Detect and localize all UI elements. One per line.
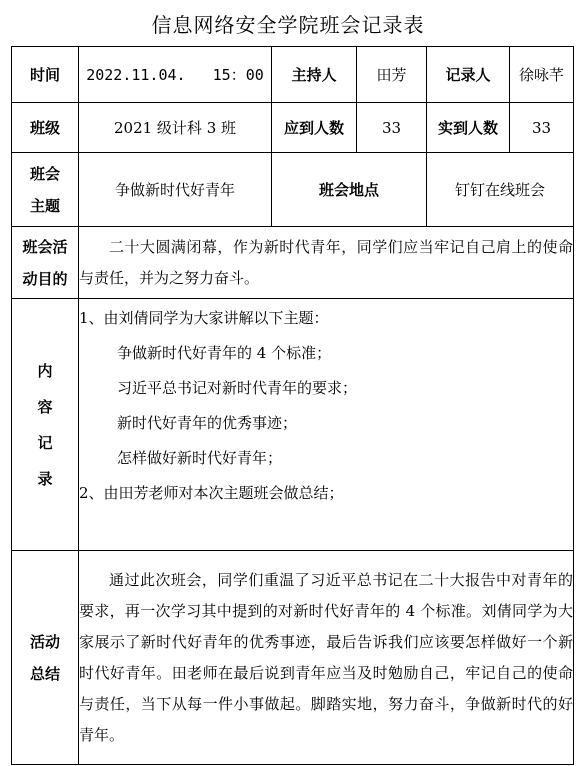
list-item: 怎样做好新时代好青年； — [117, 449, 283, 467]
theme-label-line2: 主题 — [29, 196, 60, 215]
content-label-char-4: 录 — [37, 469, 53, 488]
purpose-text: 二十大圆满闭幕，作为新时代青年，同学们应当牢记自己肩上的使命与责任，并为之努力奋斗。 — [79, 237, 573, 287]
summary-text: 通过此次班会，同学们重温了习近平总书记在二十大报告中对青年的要求，再一次学习其中提到的对新时代好青年的 4 个标准。刘倩同学为大家展示了新时代好青年的优秀事迹，最后告诉我们应该要怎样做好一个新时代好青年。田老师在最后说到青年应当及时勉励自己，牢记自己的使命与责任，当下从每一件小事做起。脚踏实地，努力奋斗，争做新时代的好青年。 — [79, 570, 573, 744]
content-list — [79, 299, 574, 551]
list-item: 1、由刘倩同学为大家讲解以下主题： — [79, 309, 329, 327]
page-title: 信息网络安全学院班会记录表 — [151, 13, 425, 37]
summary-label-line2: 总结 — [29, 664, 60, 683]
row-content — [12, 299, 574, 551]
time-label: 时间 — [12, 47, 79, 103]
purpose-label — [12, 227, 79, 299]
content-label-char-1: 内 — [37, 361, 53, 380]
expected-count-value: 33 — [357, 103, 427, 153]
time-value: 2022.11.04. 15：00 — [79, 47, 272, 103]
summary-label-line1: 活动 — [29, 632, 60, 651]
list-item: 2、由田芳老师对本次主题班会做总结； — [79, 484, 344, 502]
host-value: 田芳 — [357, 47, 427, 103]
content-label — [12, 299, 79, 551]
class-label: 班级 — [12, 103, 79, 153]
row-summary — [12, 551, 574, 765]
actual-count-label: 实到人数 — [427, 103, 510, 153]
summary-label — [12, 551, 79, 765]
purpose-label-line1: 班会活 — [22, 237, 68, 256]
location-value: 钉钉在线班会 — [427, 153, 574, 227]
theme-label-line1: 班会 — [29, 164, 60, 183]
theme-label — [12, 153, 79, 227]
host-label: 主持人 — [272, 47, 357, 103]
purpose-label-line2: 动目的 — [22, 269, 68, 288]
recorder-value: 徐咏芊 — [510, 47, 574, 103]
actual-count-value: 33 — [510, 103, 574, 153]
theme-value: 争做新时代好青年 — [79, 153, 272, 227]
row-class — [12, 103, 574, 153]
content-label-char-3: 记 — [37, 433, 53, 452]
row-purpose — [12, 227, 574, 299]
list-item: 争做新时代好青年的 4 个标准； — [117, 344, 332, 362]
meeting-record-table — [11, 46, 574, 765]
location-label: 班会地点 — [272, 153, 427, 227]
summary-text-cell — [79, 551, 574, 765]
row-time — [12, 47, 574, 103]
purpose-text-cell — [79, 227, 574, 299]
expected-count-label: 应到人数 — [272, 103, 357, 153]
row-theme — [12, 153, 574, 227]
recorder-label: 记录人 — [427, 47, 510, 103]
list-item: 习近平总书记对新时代青年的要求； — [117, 379, 358, 397]
content-label-char-2: 容 — [37, 397, 53, 416]
list-item: 新时代好青年的优秀事迹； — [117, 414, 298, 432]
class-value: 2021 级计科 3 班 — [79, 103, 272, 153]
